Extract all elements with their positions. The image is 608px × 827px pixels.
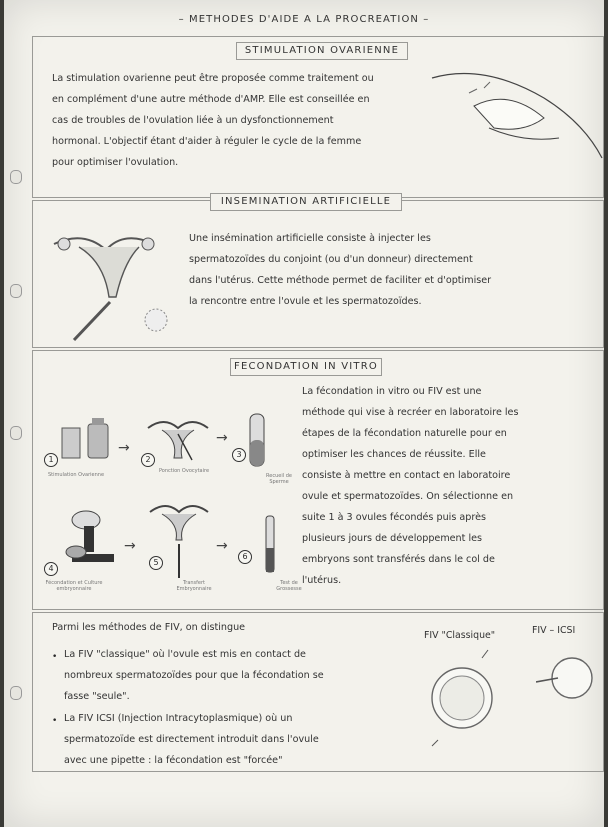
document-page <box>4 0 604 827</box>
ovum-icsi-illustration <box>536 654 596 704</box>
step-number: 2 <box>141 453 155 467</box>
pregnancy-test-icon <box>260 512 280 576</box>
ovum-classic-illustration <box>424 648 504 748</box>
methods-bullet-icsi: La FIV ICSI (Injection Intracytoplasmique) où un spermatozoïde est directement introduit dans l'ovule avec une pipette : la fécondation est "forcée" <box>64 713 319 766</box>
bullet-dot: • <box>52 716 58 726</box>
step-label: Recueil de Sperme <box>266 473 292 485</box>
step-number: 3 <box>232 448 246 462</box>
binder-hole <box>10 170 22 184</box>
binder-hole <box>10 284 22 298</box>
label-fiv-classique: FIV "Classique" <box>424 630 496 641</box>
binder-hole <box>10 686 22 700</box>
label-fiv-icsi: FIV – ICSI <box>532 625 576 636</box>
fiv-title: FECONDATION IN VITRO <box>230 358 382 376</box>
step-number: 4 <box>44 562 58 576</box>
step-label: Stimulation Ovarienne <box>47 472 105 478</box>
step-arrow: → <box>124 538 136 554</box>
page-title: – METHODES D'AIDE A LA PROCREATION – <box>178 14 430 25</box>
insemination-text: Une insémination artificielle consiste à injecter les spermatozoïdes du conjoint (ou d'un donneur) directement dans l'utérus. Cette méthode permet de faciliter et d'optimiser la rencontre entre l'ovule et les spermatozoïdes. <box>189 233 492 307</box>
step-number: 1 <box>44 453 58 467</box>
fiv-text: La fécondation in vitro ou FIV est une méthode qui vise à recréer en laboratoire les étapes de la fécondation naturelle pour en optimiser les chances de réussite. Elle consiste à mettre en contact en laboratoire ovule et spermatozoïdes. On sélectionne en suite 1 à 3 ovules fécondés puis après plusieurs jours de développement les embryons sont transférés dans le col de l'utérus. <box>302 386 519 586</box>
step-arrow: → <box>216 538 228 554</box>
hands-belly-illustration <box>414 58 604 168</box>
step-number: 6 <box>238 550 252 564</box>
step-label: Test de Grossesse <box>276 580 302 592</box>
methods-bullet-classic: La FIV "classique" où l'ovule est mis en contact de nombreux spermatozoïdes pour que la fécondation se fasse "seule". <box>64 649 324 702</box>
step-label: Ponction Ovocytaire <box>158 468 210 474</box>
stimulation-title: STIMULATION OVARIENNE <box>236 42 408 60</box>
bullet-dot: • <box>52 652 58 662</box>
binder-hole <box>10 426 22 440</box>
microscope-icon <box>62 508 122 568</box>
methods-intro: Parmi les méthodes de FIV, on distingue <box>52 622 246 633</box>
step-arrow: → <box>118 440 130 456</box>
uterus-syringe-illustration <box>44 222 184 342</box>
step-label: Fécondation et Culture embryonnaire <box>45 580 103 592</box>
medication-icon <box>56 418 116 462</box>
step-number: 5 <box>149 556 163 570</box>
stimulation-text: La stimulation ovarienne peut être proposée comme traitement ou en complément d'une autre méthode d'AMP. Elle est conseillée en cas de troubles de l'ovulation liée à un dysfonctionnement hormonal. L'objectif étant d'aider à réguler le cycle de la femme pour optimiser l'ovulation. <box>52 73 374 168</box>
step-arrow: → <box>216 430 228 446</box>
step-label: Transfert Embryonnaire <box>176 580 212 592</box>
test-tube-icon <box>242 412 272 470</box>
insemination-title: INSEMINATION ARTIFICIELLE <box>210 193 402 211</box>
